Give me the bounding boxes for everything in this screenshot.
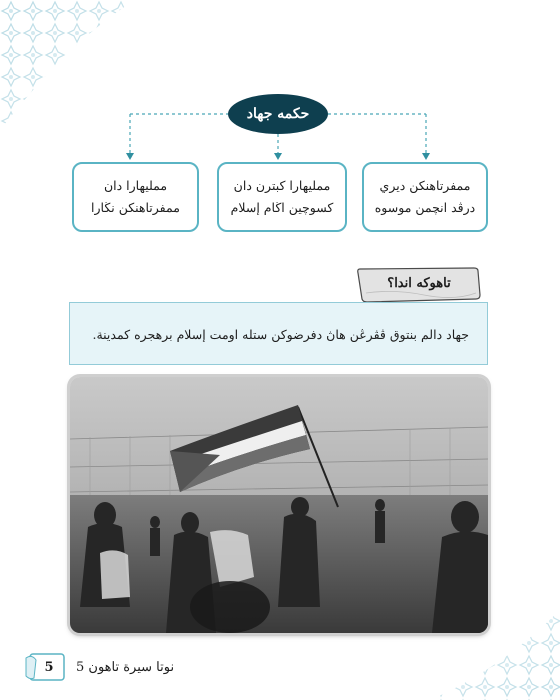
footer-title: نوتا سيرة تاهون 5 <box>76 660 175 675</box>
did-you-know-label: تاهوكه اندا؟ <box>387 276 451 291</box>
info-box <box>69 302 488 365</box>
info-text: جهاد دالم بنتوق ڤڤرڠن هاڽ دفرضوكن ستله اومت إسلام برهجره كمدينة. <box>92 327 469 342</box>
box-benefit-self-protection <box>362 162 488 232</box>
box-benefit-islam-purity <box>217 162 347 232</box>
box-middle-text: ممليهارا كبترن دان كسوچين اڬام إسلام <box>230 178 334 215</box>
page-number: 5 <box>44 659 54 675</box>
jihad-photo <box>70 377 488 633</box>
box-benefit-country-defense <box>72 162 199 232</box>
diagram-connectors <box>0 0 560 170</box>
box-left-text: مملیهارا دان ممفرتاهنكن نڬارا <box>91 178 180 215</box>
box-right-text: ممفرتاهنكن ديري درڤد انچمن موسوه <box>374 178 476 215</box>
diagram-title: حكمه جهاد <box>228 94 328 134</box>
